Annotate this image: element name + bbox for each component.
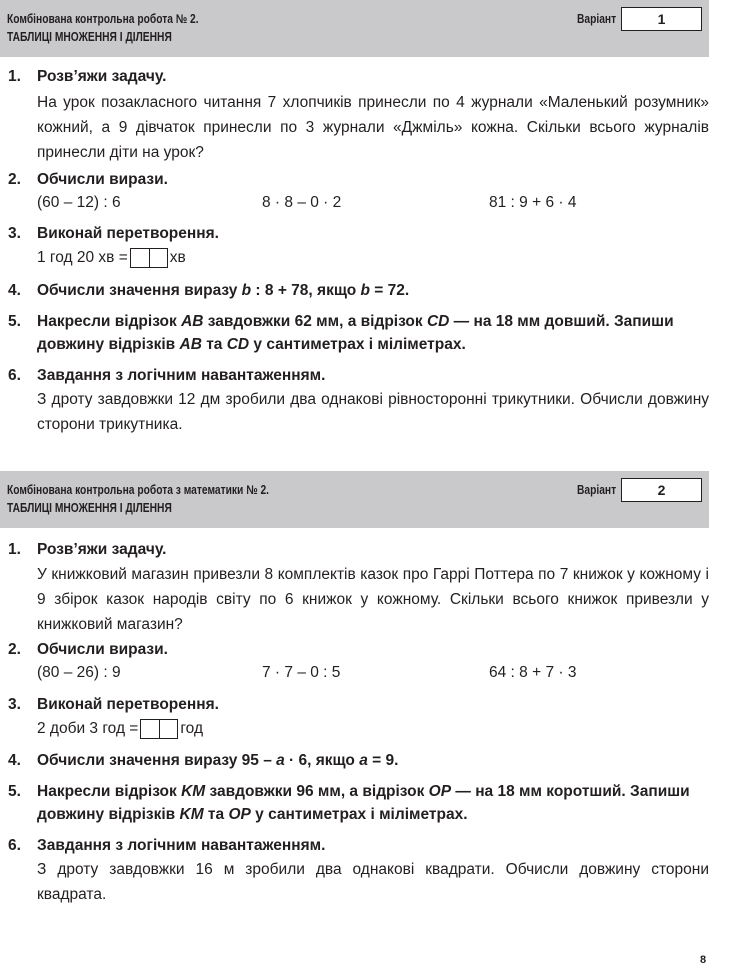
test-subtitle: ТАБЛИЦІ МНОЖЕННЯ І ДІЛЕННЯ <box>7 501 172 515</box>
test-title: Комбінована контрольна робота з математики № 2. <box>7 483 270 497</box>
task-title: Обчисли значення виразу 95 – a · 6, якщо a = 9. <box>37 752 399 769</box>
task-number: 1. <box>8 68 21 85</box>
expression-3: 64 : 8 + 7 · 3 <box>489 664 577 681</box>
task-number: 2. <box>8 171 21 188</box>
variant-2-header <box>0 471 709 528</box>
conversion-unit: год <box>180 720 203 738</box>
task-title: Розв’яжи задачу. <box>37 68 167 85</box>
variant-number-box: 1 <box>621 7 702 31</box>
conversion-unit: хв <box>169 249 186 267</box>
task-title: Завдання з логічним навантаженням. <box>37 837 326 854</box>
conversion-line <box>37 248 186 268</box>
task-number: 5. <box>8 783 21 800</box>
conversion-line <box>37 719 203 739</box>
task-title-line-2: довжину відрізків KM та OP у сантиметрах і міліметрах. <box>37 806 468 823</box>
expression-3: 81 : 9 + 6 · 4 <box>489 194 577 211</box>
conversion-left: 1 год 20 хв = <box>37 249 128 267</box>
variant-label: Варіант <box>577 12 617 26</box>
task-text: З дроту завдовжки 16 м зробили два однакові квадрати. Обчисли довжину сторони квадрата. <box>37 861 709 903</box>
task-title: Обчисли значення виразу b : 8 + 78, якщо b = 72. <box>37 282 410 299</box>
task-number: 4. <box>8 752 21 769</box>
expression-2: 8 · 8 – 0 · 2 <box>262 194 342 211</box>
task-title: Виконай перетворення. <box>37 696 219 713</box>
task-title: Обчисли вирази. <box>37 171 168 188</box>
page-number: 8 <box>700 954 707 966</box>
variant-number-box: 2 <box>621 478 702 502</box>
expression-2: 7 · 7 – 0 : 5 <box>262 664 341 681</box>
task-title: Завдання з логічним навантаженням. <box>37 367 326 384</box>
task-title-line-1: Накресли відрізок AB завдовжки 62 мм, а відрізок CD — на 18 мм довший. Запиши <box>37 313 674 330</box>
expression-1: (60 – 12) : 6 <box>37 194 121 211</box>
task-title: Розв’яжи задачу. <box>37 541 167 558</box>
task-number: 3. <box>8 696 21 713</box>
task-title: Виконай перетворення. <box>37 225 219 242</box>
task-number: 4. <box>8 282 21 299</box>
test-title: Комбінована контрольна робота № 2. <box>7 12 199 26</box>
task-number: 6. <box>8 367 21 384</box>
task-text: З дроту завдовжки 12 дм зробили два однакові рівносторонні трикутники. Обчисли довжину сторони трикутника. <box>37 391 709 433</box>
expression-1: (80 – 26) : 9 <box>37 664 121 681</box>
task-text: На урок позакласного читання 7 хлопчиків принесли по 4 журнали «Маленький розумник» кожний, а 9 дівчаток принесли по 3 журнали «Джміль» кожна. Скільки всього журналів принесли діти на урок? <box>37 94 709 161</box>
conversion-left: 2 доби 3 год = <box>37 720 139 738</box>
variant-label: Варіант <box>577 483 617 497</box>
task-number: 1. <box>8 541 21 558</box>
task-number: 3. <box>8 225 21 242</box>
task-title-line-1: Накресли відрізок KM завдовжки 96 мм, а відрізок OP — на 18 мм коротший. Запиши <box>37 783 690 800</box>
task-number: 6. <box>8 837 21 854</box>
task-text: У книжковий магазин привезли 8 комплектів казок про Гаррі Поттера по 7 книжок у кожному і 9 збірок казок народів світу по 6 книжок у кожному. Скільки всього книжок привезли у книжковий магазин? <box>37 566 709 633</box>
task-number: 5. <box>8 313 21 330</box>
task-number: 2. <box>8 641 21 658</box>
variant-1-header <box>0 0 709 57</box>
answer-box[interactable] <box>140 719 178 739</box>
task-title: Обчисли вирази. <box>37 641 168 658</box>
task-title-line-2: довжину відрізків AB та CD у сантиметрах і міліметрах. <box>37 336 466 353</box>
test-subtitle: ТАБЛИЦІ МНОЖЕННЯ І ДІЛЕННЯ <box>7 30 172 44</box>
answer-box[interactable] <box>130 248 168 268</box>
